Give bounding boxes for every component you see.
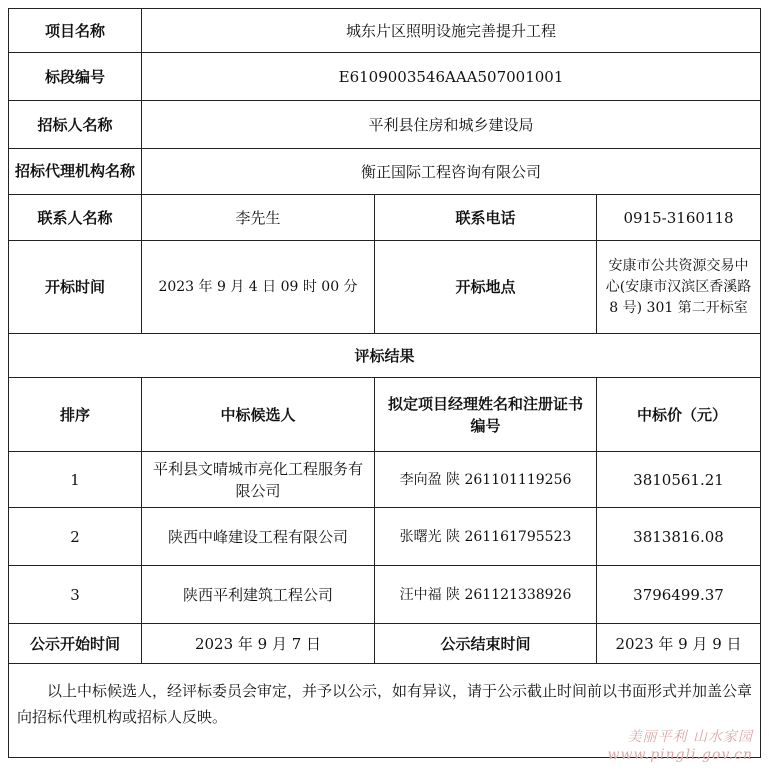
header-manager: 拟定项目经理姓名和注册证书编号: [375, 378, 597, 452]
publicity-end-value: 2023 年 9 月 9 日: [597, 624, 761, 664]
result-title: 评标结果: [9, 334, 761, 378]
section-code-label: 标段编号: [9, 53, 142, 101]
table-row: [9, 452, 761, 508]
publicity-start-label: 公示开始时间: [9, 624, 142, 664]
publicity-start-value: 2023 年 9 月 7 日: [142, 624, 375, 664]
contact-name-value: 李先生: [142, 195, 375, 241]
table-row: [9, 508, 761, 566]
header-price: 中标价（元）: [597, 378, 761, 452]
opening-time-value: 2023 年 9 月 4 日 09 时 00 分: [142, 241, 375, 334]
result-rank: 1: [9, 452, 142, 508]
bid-result-table: [8, 8, 761, 758]
project-name-value: 城东片区照明设施完善提升工程: [142, 9, 761, 53]
agent-value: 衡正国际工程咨询有限公司: [142, 149, 761, 195]
header-rank: 排序: [9, 378, 142, 452]
result-rank: 3: [9, 566, 142, 624]
project-name-label: 项目名称: [9, 9, 142, 53]
tenderer-value: 平利县住房和城乡建设局: [142, 101, 761, 149]
result-price: 3796499.37: [597, 566, 761, 624]
notice-body: 以上中标候选人，经评标委员会审定，并予以公示，如有异议，请于公示截止时间前以书面形式并加盖公章向招标代理机构或招标人反映。: [17, 682, 753, 726]
result-candidate: 陕西平利建筑工程公司: [142, 566, 375, 624]
table-row: [9, 566, 761, 624]
result-price: 3810561.21: [597, 452, 761, 508]
contact-name-label: 联系人名称: [9, 195, 142, 241]
opening-place-value: 安康市公共资源交易中心(安康市汉滨区香溪路 8 号) 301 第二开标室: [597, 241, 761, 334]
result-price: 3813816.08: [597, 508, 761, 566]
watermark-url: www.pingli.gov.cn: [607, 747, 753, 763]
tenderer-label: 招标人名称: [9, 101, 142, 149]
result-manager: 李向盈 陕 261101119256: [375, 452, 597, 508]
publicity-end-label: 公示结束时间: [375, 624, 597, 664]
result-manager: 汪中福 陕 261121338926: [375, 566, 597, 624]
agent-label: 招标代理机构名称: [9, 149, 142, 195]
watermark-slogan: 美丽平利 山水家园: [627, 729, 753, 745]
header-candidate: 中标候选人: [142, 378, 375, 452]
contact-phone-value: 0915-3160118: [597, 195, 761, 241]
result-candidate: 陕西中峰建设工程有限公司: [142, 508, 375, 566]
result-rank: 2: [9, 508, 142, 566]
result-candidate: 平利县文晴城市亮化工程服务有限公司: [142, 452, 375, 508]
section-code-value: E6109003546AAA507001001: [142, 53, 761, 101]
site-watermark: [607, 728, 753, 764]
opening-time-label: 开标时间: [9, 241, 142, 334]
contact-phone-label: 联系电话: [375, 195, 597, 241]
result-manager: 张曙光 陕 261161795523: [375, 508, 597, 566]
opening-place-label: 开标地点: [375, 241, 597, 334]
